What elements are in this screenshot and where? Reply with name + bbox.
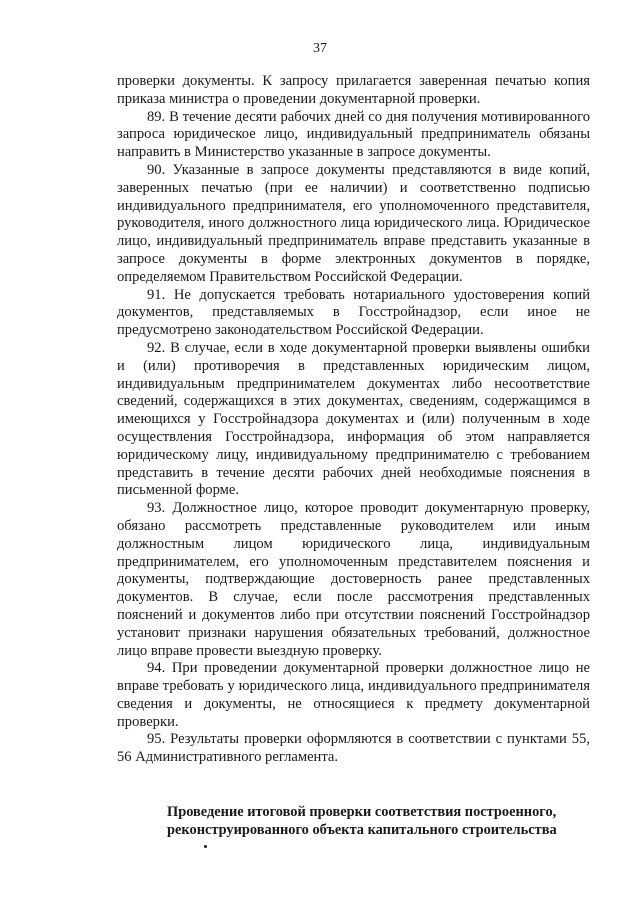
section-heading-line-2: реконструированного объекта капитального строительства: [167, 822, 557, 838]
paragraph-89: 89. В течение десяти рабочих дней со дня получения мотивированного запроса юридическое лицо, индивидуальный предприниматель обязаны направить в Министерство указанные в запросе документы.: [117, 108, 590, 161]
paragraph-94: 94. При проведении документарной проверки должностное лицо не вправе требовать у юридического лица, индивидуального предпринимателя сведения и документы, не относящиеся к предмету документарной проверки.: [117, 660, 590, 730]
section-heading-line-1: Проведение итоговой проверки соответствия построенного,: [167, 804, 557, 820]
paragraph-continuation: проверки документы. К запросу прилагается заверенная печатью копия приказа министра о проведении документарной проверки.: [117, 73, 590, 107]
paragraph-90: 90. Указанные в запросе документы представляются в виде копий, заверенных печатью (при ее наличии) и соответственно подписью индивидуального предпринимателя, его уполномоченного представителя, руководителя, иного должностного лица юридического лица. Юридическое лицо, индивидуальный предприниматель вправе представить указанные в запросе документы в форме электронных документов в порядке, определяемом Правительством Российской Федерации.: [117, 161, 590, 285]
paragraph-92: 92. В случае, если в ходе документарной проверки выявлены ошибки и (или) противоречия в представленных юридическим лицом, индивидуальным предпринимателем документах либо несоответствие сведений, содержащихся в этих документах, сведениям, содержащимся в имеющихся у Госстройнадзора документах и (или) полученным в ходе осуществления Госстройнадзора, информация об этом направляется юридическому лицу, индивидуальному предпринимателю с требованием представить в течение десяти рабочих дней необходимые пояснения в письменной форме.: [117, 339, 590, 499]
section-heading: [167, 803, 597, 839]
paragraph-95: 95. Результаты проверки оформляются в соответствии с пунктами 55, 56 Административного регламента.: [117, 731, 590, 766]
paragraph-91: 91. Не допускается требовать нотариального удостоверения копий документов, представляемых в Госстройнадзор, если иное не предусмотрено законодательством Российской Федерации.: [117, 286, 590, 339]
stray-dot-mark: [204, 845, 207, 848]
page-number: 37: [313, 41, 327, 56]
paragraph-93: 93. Должностное лицо, которое проводит документарную проверку, обязано рассмотреть представленные руководителем или иным должностным лицом юридического лица, индивидуальным предпринимателем, его уполномоченным представителем пояснения и документы, подтверждающие достоверность ранее представленных документов. В случае, если после рассмотрения представленных пояснений и документов либо при отсутствии пояснений Госстройнадзор установит признаки нарушения обязательных требований, должностное лицо вправе провести выездную проверку.: [117, 500, 590, 659]
body-text: [117, 73, 590, 767]
